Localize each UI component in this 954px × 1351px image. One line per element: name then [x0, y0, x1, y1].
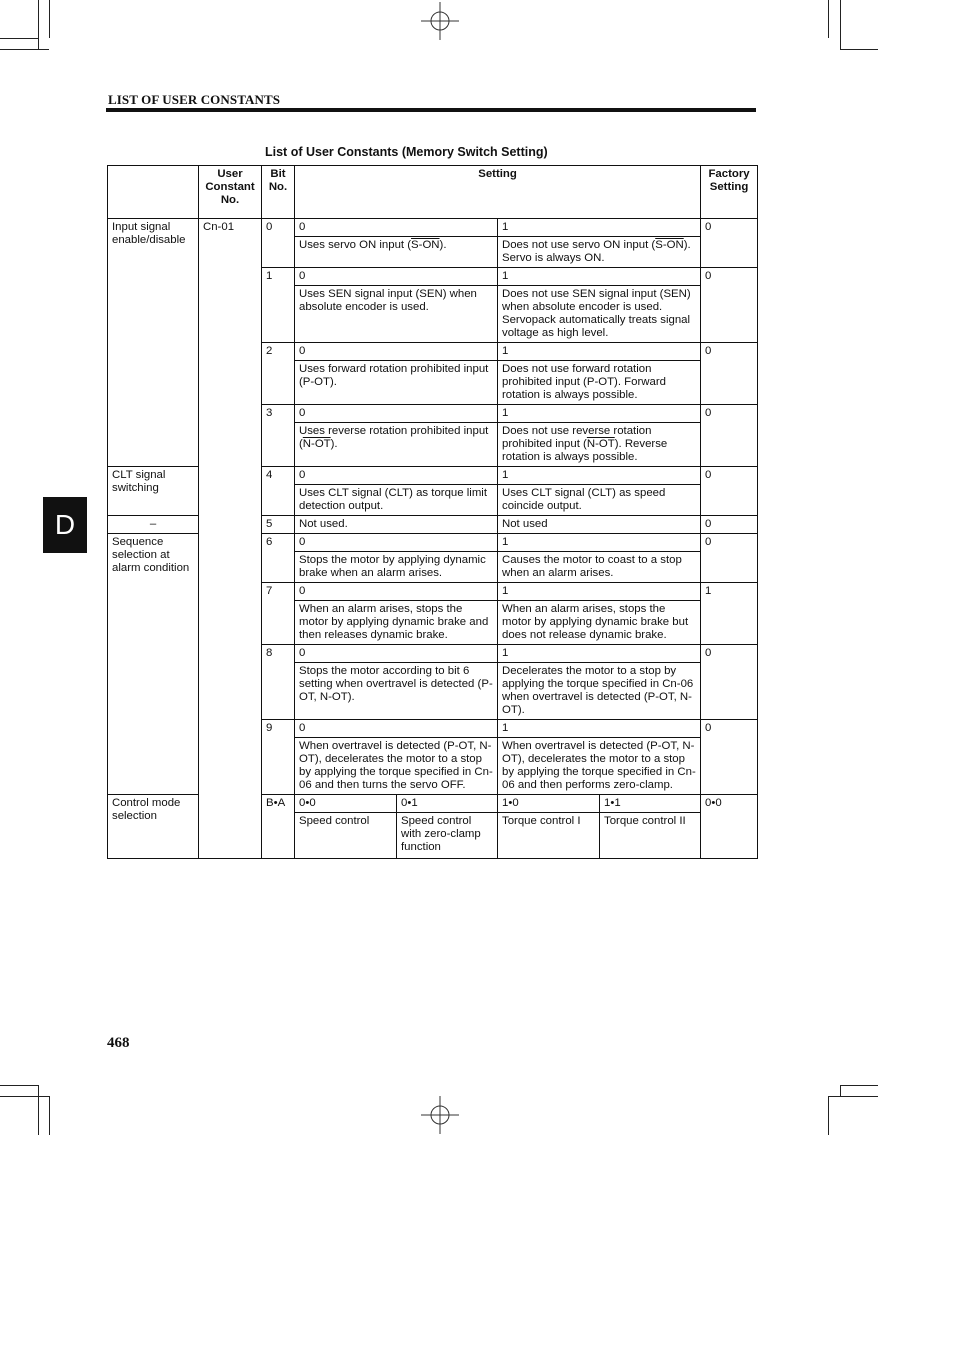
setting-value-0: 0 [295, 219, 498, 237]
crop-mark [840, 1085, 878, 1086]
header-rule [106, 108, 756, 112]
function-sequence: Sequence selection at alarm condition [108, 534, 199, 795]
table-header-row [108, 166, 758, 219]
table-caption: List of User Constants (Memory Switch Setting) [265, 145, 548, 159]
crop-mark [828, 0, 829, 38]
setting-desc-1: When an alarm arises, stops the motor by applying dynamic brake but does not release dynamic brake. [498, 601, 701, 645]
setting-desc-1: Does not use forward rotation prohibited input (P-OT). Forward rotation is always possible. [498, 361, 701, 405]
factory-setting: 0 [701, 219, 758, 268]
setting-value-1: 1 [498, 645, 701, 663]
crop-mark [38, 1085, 39, 1135]
factory-setting: 0 [701, 343, 758, 405]
crop-mark [38, 0, 39, 49]
setting-desc-0: Uses reverse rotation prohibited input (N-OT). [295, 423, 498, 467]
setting-desc-1: Does not use servo ON input (S-ON). Servo is always ON. [498, 237, 701, 268]
setting-desc-0: When an alarm arises, stops the motor by applying dynamic brake and then releases dynamic brake. [295, 601, 498, 645]
crop-mark [49, 1096, 50, 1135]
appendix-tab: D [43, 497, 87, 553]
crop-mark [49, 0, 50, 38]
factory-setting: 0 [701, 467, 758, 516]
header-user-constant-no: User Constant No. [199, 166, 262, 219]
setting-value-0: 0 [295, 467, 498, 485]
mode-value: 1•0 [498, 795, 600, 813]
bit-no: 3 [262, 405, 295, 467]
setting-value-0: 0 [295, 343, 498, 361]
crop-mark [0, 49, 49, 50]
bit-no: 5 [262, 516, 295, 534]
setting-desc-1: Causes the motor to coast to a stop when an alarm arises. [498, 552, 701, 583]
setting-value-0: 0 [295, 645, 498, 663]
crop-mark [0, 1096, 49, 1097]
setting-value-0: 0 [295, 268, 498, 286]
crop-mark [0, 1085, 38, 1086]
setting-desc-0: Uses SEN signal input (SEN) when absolute encoder is used. [295, 286, 498, 343]
setting-desc-0: Stops the motor according to bit 6 setting when overtravel is detected (P-OT, N-OT). [295, 663, 498, 720]
setting-desc-0: Uses servo ON input (S-ON). [295, 237, 498, 268]
registration-crosshair-icon [421, 1096, 459, 1134]
bit-no: 6 [262, 534, 295, 583]
mode-desc: Torque control I [498, 813, 600, 859]
mode-desc: Speed control [295, 813, 397, 859]
bit-no: 8 [262, 645, 295, 720]
setting-desc-0: Uses forward rotation prohibited input (P-OT). [295, 361, 498, 405]
table-row [108, 219, 758, 237]
setting-desc-1: Decelerates the motor to a stop by applying the torque specified in Cn-06 when overtravel is detected (P-OT, N-OT). [498, 663, 701, 720]
setting-value-1: 1 [498, 720, 701, 738]
crop-mark [828, 1096, 829, 1135]
factory-setting: 0 [701, 405, 758, 467]
setting-value-0: 0 [295, 720, 498, 738]
setting-desc-0: Stops the motor by applying dynamic brake when an alarm arises. [295, 552, 498, 583]
bit-no: B•A [262, 795, 295, 859]
factory-setting: 0 [701, 720, 758, 795]
setting-desc-1: Uses CLT signal (CLT) as speed coincide output. [498, 485, 701, 516]
setting-desc-0: Uses CLT signal (CLT) as torque limit detection output. [295, 485, 498, 516]
mode-value: 1•1 [600, 795, 701, 813]
bit-no: 1 [262, 268, 295, 343]
header-function [108, 166, 199, 219]
section-title: LIST OF USER CONSTANTS [108, 92, 281, 107]
setting-desc-0: When overtravel is detected (P-OT, N-OT), decelerates the motor to a stop by applying the torque specified in Cn-06 and then turns the servo OFF. [295, 738, 498, 795]
crop-mark [840, 0, 841, 49]
setting-value-1: 1 [498, 405, 701, 423]
user-constants-table [107, 165, 758, 859]
mode-desc: Torque control II [600, 813, 701, 859]
setting-desc-1: Not used [498, 516, 701, 534]
setting-value-0: 0 [295, 405, 498, 423]
setting-desc-1: Does not use reverse rotation prohibited input (N-OT). Reverse rotation is always possible. [498, 423, 701, 467]
setting-desc-1: When overtravel is detected (P-OT, N-OT), decelerates the motor to a stop by applying the torque specified in Cn-06 and then performs zero-clamp. [498, 738, 701, 795]
bit-no: 9 [262, 720, 295, 795]
setting-value-1: 1 [498, 268, 701, 286]
setting-value-0: 0 [295, 534, 498, 552]
factory-setting: 0•0 [701, 795, 758, 859]
setting-desc-1: Does not use SEN signal input (SEN) when absolute encoder is used. Servopack automatically treats signal voltage as high level. [498, 286, 701, 343]
crop-mark [0, 38, 38, 39]
setting-desc-0: Not used. [295, 516, 498, 534]
function-input-signal: Input signal enable/disable [108, 219, 199, 467]
header-bit-no: Bit No. [262, 166, 295, 219]
mode-value: 0•1 [397, 795, 498, 813]
mode-value: 0•0 [295, 795, 397, 813]
factory-setting: 0 [701, 268, 758, 343]
function-unused: – [108, 516, 199, 534]
factory-setting: 1 [701, 583, 758, 645]
bit-no: 0 [262, 219, 295, 268]
crop-mark [840, 1085, 841, 1096]
factory-setting: 0 [701, 516, 758, 534]
header-setting: Setting [295, 166, 701, 219]
setting-value-0: 0 [295, 583, 498, 601]
constant-no: Cn-01 [199, 219, 262, 859]
crop-mark [828, 1096, 878, 1097]
page-number: 468 [107, 1035, 130, 1051]
setting-value-1: 1 [498, 467, 701, 485]
factory-setting: 0 [701, 534, 758, 583]
function-clt-signal: CLT signal switching [108, 467, 199, 516]
crop-mark [840, 49, 878, 50]
bit-no: 4 [262, 467, 295, 516]
function-control-mode: Control mode selection [108, 795, 199, 859]
factory-setting: 0 [701, 645, 758, 720]
registration-crosshair-icon [421, 2, 459, 40]
header-factory-setting: Factory Setting [701, 166, 758, 219]
setting-value-1: 1 [498, 534, 701, 552]
setting-value-1: 1 [498, 219, 701, 237]
bit-no: 2 [262, 343, 295, 405]
bit-no: 7 [262, 583, 295, 645]
mode-desc: Speed control with zero-clamp function [397, 813, 498, 859]
setting-value-1: 1 [498, 343, 701, 361]
setting-value-1: 1 [498, 583, 701, 601]
